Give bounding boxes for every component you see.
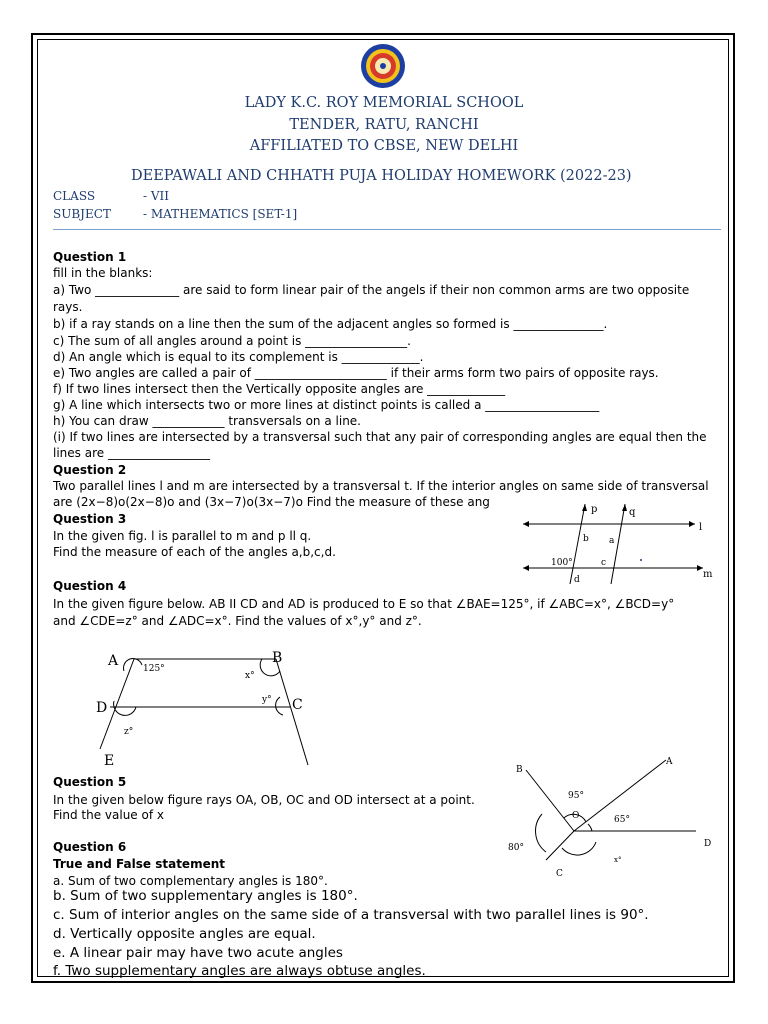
q6-item: c. Sum of interior angles on the same side of a transversal with two parallel lines is 90°. xyxy=(53,907,649,923)
q6-item: d. Vertically opposite angles are equal. xyxy=(53,926,316,942)
homework-title: DEEPAWALI AND CHHATH PUJA HOLIDAY HOMEWORK (2022-23) xyxy=(131,168,632,184)
q3-label-a: a xyxy=(609,536,615,546)
q1-line: rays. xyxy=(53,300,83,314)
school-name: LADY K.C. ROY MEMORIAL SCHOOL xyxy=(244,95,524,111)
q6-item: b. Sum of two supplementary angles is 180°. xyxy=(53,888,358,904)
subject-value: - MATHEMATICS [SET-1] xyxy=(143,207,298,221)
q1-line: a) Two ______________ are said to form linear pair of the angels if their non common arms are two opposite xyxy=(53,283,690,297)
q4-label-A: A xyxy=(108,653,119,669)
header-divider xyxy=(53,229,721,230)
q5-label-O: O xyxy=(572,811,580,821)
q5-figure xyxy=(500,748,722,880)
q2-heading: Question 2 xyxy=(53,463,127,477)
q4-line: and ∠CDE=z° and ∠ADC=x°. Find the values of x°,y° and z°. xyxy=(53,614,422,628)
q1-line: d) An angle which is equal to its complement is _____________. xyxy=(53,350,424,364)
school-logo xyxy=(358,42,408,90)
q5-line: In the given below figure rays OA, OB, OC and OD intersect at a point. xyxy=(53,793,475,807)
q1-line: (i) If two lines are intersected by a transversal such that any pair of corresponding angles are equal then the xyxy=(53,430,707,444)
q1-line: g) A line which intersects two or more lines at distinct points is called a ___________________ xyxy=(53,398,600,412)
q6-item: f. Two supplementary angles are always obtuse angles. xyxy=(53,963,426,979)
q3-heading: Question 3 xyxy=(53,512,127,526)
q1-line: e) Two angles are called a pair of ______________________ if their arms form two pairs of opposite rays. xyxy=(53,366,659,380)
class-label: CLASS xyxy=(53,189,96,203)
q5-label-C: C xyxy=(556,869,563,879)
q3-figure xyxy=(515,498,725,590)
q5-label-A: A xyxy=(666,757,673,767)
school-address: TENDER, RATU, RANCHI xyxy=(289,117,479,133)
q4-label-y: y° xyxy=(262,695,272,705)
q4-label-C: C xyxy=(292,697,303,713)
q3-line: In the given fig. l is parallel to m and p ll q. xyxy=(53,529,312,543)
q1-line: b) if a ray stands on a line then the sum of the adjacent angles so formed is _______________. xyxy=(53,317,608,331)
q1-line: h) You can draw ____________ transversals on a line. xyxy=(53,414,361,428)
q6-item: e. A linear pair may have two acute angles xyxy=(53,945,343,961)
q5-label-95: 95° xyxy=(568,791,584,801)
q3-label-angle: 100° xyxy=(551,558,573,568)
q4-figure xyxy=(90,645,340,770)
q3-label-p: p xyxy=(591,504,598,515)
q5-label-D: D xyxy=(704,839,712,849)
q1-heading: Question 1 xyxy=(53,250,127,264)
q6-heading: Question 6 xyxy=(53,840,127,854)
q4-label-B: B xyxy=(272,650,283,666)
q5-label-65: 65° xyxy=(614,815,630,825)
q5-label-x: x° xyxy=(614,856,622,864)
subject-row xyxy=(53,207,298,221)
q3-line: Find the measure of each of the angles a,b,c,d. xyxy=(53,545,336,559)
q4-line: In the given figure below. AB II CD and AD is produced to E so that ∠BAE=125°, if ∠ABC=x°, ∠BCD=y° xyxy=(53,597,675,611)
q1-line: f) If two lines intersect then the Vertically opposite angles are _____________ xyxy=(53,382,506,396)
q4-heading: Question 4 xyxy=(53,579,127,593)
q5-label-80: 80° xyxy=(508,843,524,853)
class-value: - VII xyxy=(143,189,170,203)
q3-label-l: l xyxy=(699,522,703,533)
q3-label-q: q xyxy=(629,507,636,518)
q4-label-D: D xyxy=(96,700,108,716)
q2-line: are (2x−8)o(2x−8)o and (3x−7)o(3x−7)o Find the measure of these ang xyxy=(53,495,490,509)
q3-label-b: b xyxy=(583,534,589,544)
q3-label-c: c xyxy=(601,558,607,568)
q5-label-B: B xyxy=(516,765,523,775)
subject-label: SUBJECT xyxy=(53,207,111,221)
q4-label-x: x° xyxy=(245,671,255,681)
q1-line: lines are _________________ xyxy=(53,446,210,460)
class-row xyxy=(53,189,170,203)
q2-line: Two parallel lines l and m are intersected by a transversal t. If the interior angles on same side of transversal xyxy=(53,479,709,493)
q6-subheading: True and False statement xyxy=(53,857,225,871)
school-affiliation: AFFILIATED TO CBSE, NEW DELHI xyxy=(249,138,519,154)
q1-line: c) The sum of all angles around a point is _________________. xyxy=(53,334,411,348)
q3-label-d: d xyxy=(574,575,580,585)
q1-intro: fill in the blanks: xyxy=(53,266,153,280)
q4-label-E: E xyxy=(104,753,115,769)
q4-label-z: z° xyxy=(124,727,134,737)
q3-label-m: m xyxy=(703,569,713,580)
q4-label-angle: 125° xyxy=(143,664,165,674)
q5-heading: Question 5 xyxy=(53,775,127,789)
q6-item: a. Sum of two complementary angles is 180°. xyxy=(53,874,328,888)
q5-line: Find the value of x xyxy=(53,808,164,822)
